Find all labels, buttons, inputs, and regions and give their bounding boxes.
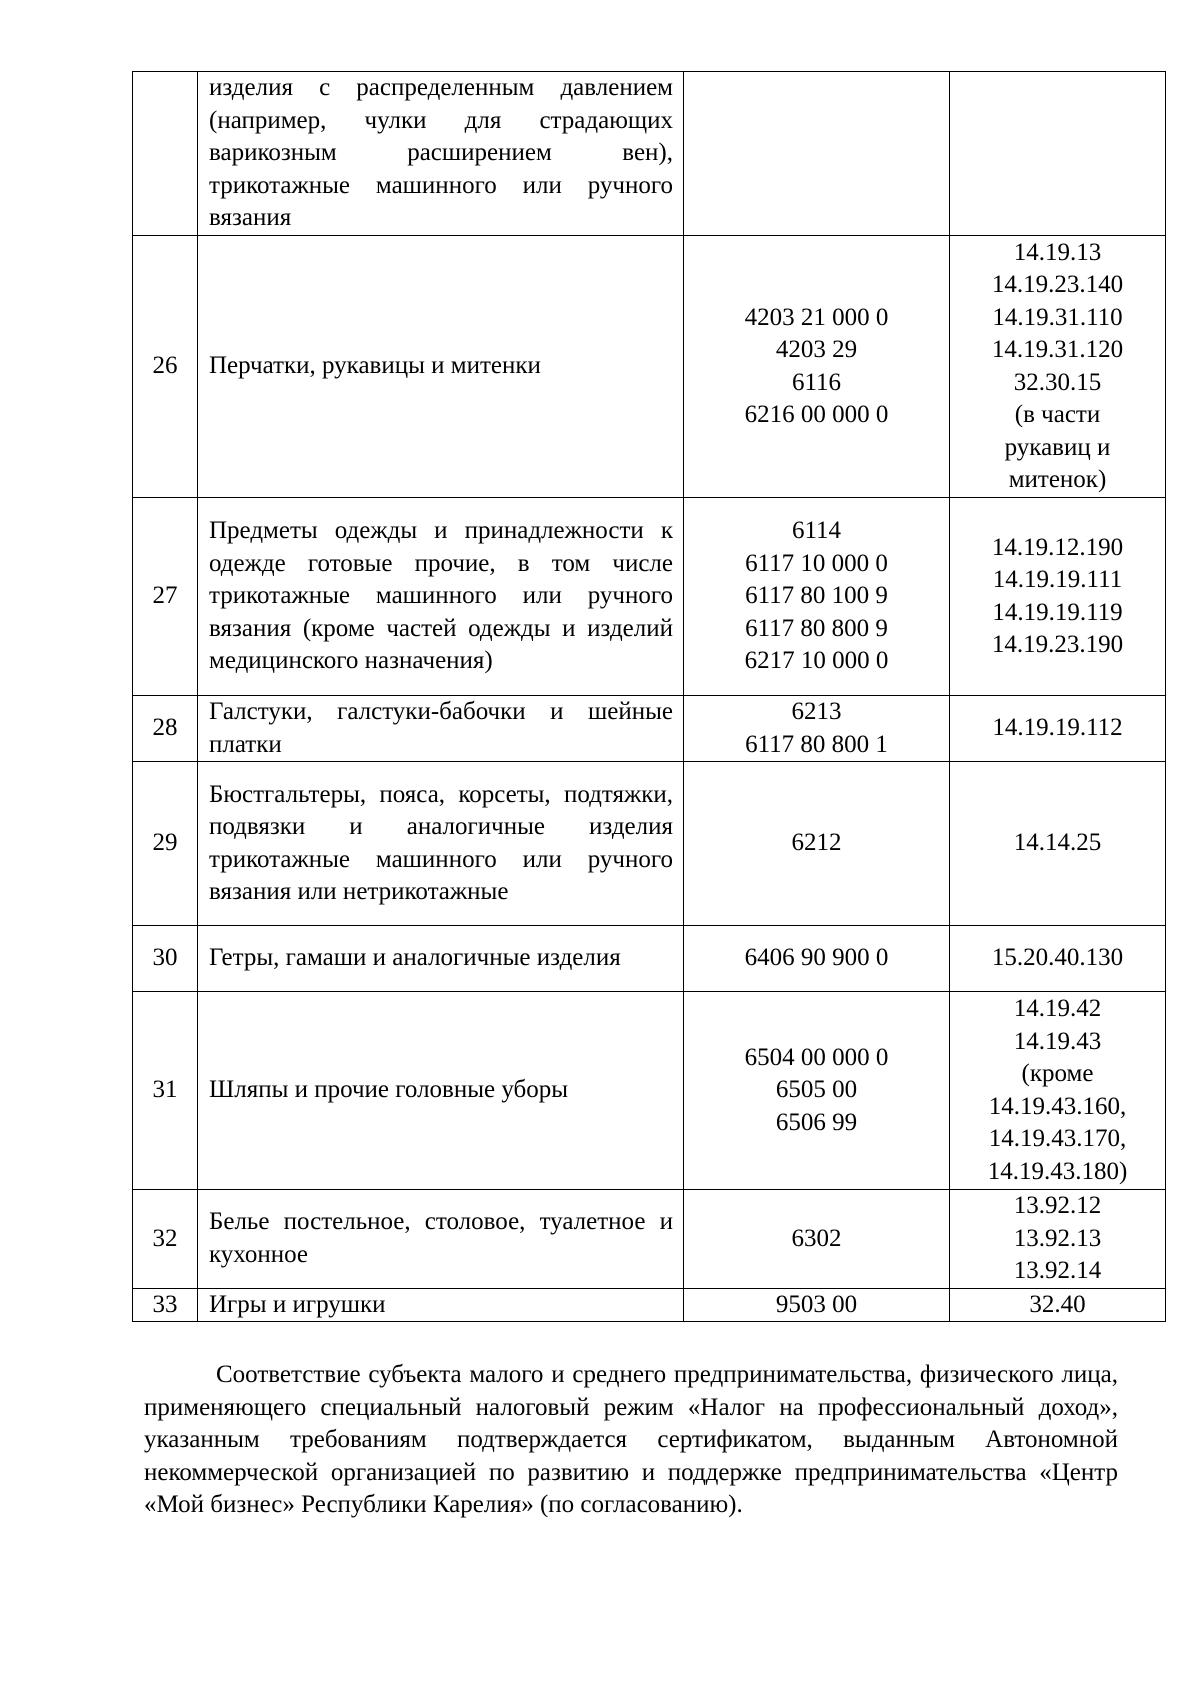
goods-table-body [133, 72, 1166, 1322]
tnved-codes [684, 236, 950, 498]
table-row [133, 1190, 1166, 1289]
table-row [133, 926, 1166, 992]
tnved-codes [684, 696, 950, 762]
okpd-code: 14.19.31.120 [991, 336, 1124, 363]
table-row [133, 1288, 1166, 1322]
okpd-code: 32.40 [1029, 1290, 1086, 1318]
row-number: 29 [133, 762, 198, 926]
okpd-code: 15.20.40.130 [991, 944, 1124, 972]
okpd-code: 14.19.19.119 [992, 598, 1123, 626]
okpd-code: 13.92.13 [1013, 1224, 1102, 1252]
product-name: Игры и игрушки [198, 1288, 684, 1322]
row-number: 30 [133, 926, 198, 992]
okpd-codes [950, 1190, 1166, 1289]
table-row [133, 498, 1166, 696]
compliance-paragraph: Соответствие субъекта малого и среднего предпринимательства, физического лица, применяющего специальный налоговый режим «Налог на профессиональный доход», указанным требованиям подтверждается сертификатом, выданным Автономной некоммерческой организацией по развитию и поддержке предпринимательства «Центр «Мой бизнес» Республики Карелия» (по согласованию). [144, 1361, 1118, 1518]
okpd-code: 14.19.43.180) [987, 1157, 1128, 1185]
tnved-code: 6504 00 000 0 [744, 1043, 889, 1071]
okpd-code: 14.19.12.190 [991, 533, 1124, 561]
okpd-code: 32.30.15 [1013, 368, 1102, 396]
row-number: 27 [133, 498, 198, 696]
product-name: Белье постельное, столовое, туалетное и кухонное [198, 1190, 684, 1289]
okpd-code: 14.19.43.170, [988, 1125, 1127, 1152]
okpd-code: митенок) [1008, 466, 1107, 493]
tnved-codes [684, 992, 950, 1190]
product-name: Галстуки, галстуки-бабочки и шейные платки [198, 696, 684, 762]
okpd-codes [950, 926, 1166, 992]
okpd-code: 14.19.13 [1013, 238, 1102, 266]
okpd-code: 14.19.42 [1013, 995, 1102, 1022]
tnved-code: 6216 00 000 0 [744, 401, 889, 428]
okpd-code: (в части [1014, 401, 1101, 428]
okpd-code: 14.19.43 [1013, 1027, 1102, 1055]
row-number [133, 72, 198, 236]
tnved-code: 9503 00 [775, 1290, 858, 1318]
product-name: Перчатки, рукавицы и митенки [198, 236, 684, 498]
okpd-code: 14.19.23.140 [991, 271, 1124, 298]
tnved-code: 6213 [791, 698, 842, 725]
tnved-codes [684, 762, 950, 926]
okpd-code: 14.19.19.111 [992, 566, 1123, 593]
okpd-code: 13.92.12 [1013, 1192, 1102, 1219]
table-row [133, 762, 1166, 926]
table-row [133, 992, 1166, 1190]
table-row [133, 236, 1166, 498]
tnved-code: 6302 [791, 1224, 842, 1252]
tnved-code: 4203 29 [775, 336, 858, 363]
tnved-codes [684, 1288, 950, 1322]
row-number: 26 [133, 236, 198, 498]
tnved-code: 6117 10 000 0 [745, 549, 888, 577]
okpd-codes [950, 498, 1166, 696]
okpd-codes [950, 992, 1166, 1190]
tnved-code: 6116 [791, 368, 842, 396]
okpd-codes [950, 762, 1166, 926]
goods-table [132, 71, 1166, 1322]
tnved-codes [684, 72, 950, 236]
table-row [133, 72, 1166, 236]
okpd-code: 14.19.43.160, [988, 1092, 1127, 1120]
tnved-codes [684, 498, 950, 696]
product-name: Бюстгальтеры, пояса, корсеты, подтяжки, подвязки и аналогичные изделия трикотажные машинного или ручного вязания или нетрикотажные [198, 762, 684, 926]
tnved-code: 6114 [791, 517, 842, 545]
row-number: 28 [133, 696, 198, 762]
okpd-code: 14.14.25 [1013, 829, 1102, 857]
okpd-codes [950, 72, 1166, 236]
okpd-code: (кроме [1021, 1060, 1094, 1087]
okpd-codes [950, 696, 1166, 762]
product-name: Предметы одежды и принадлежности к одежде готовые прочие, в том числе трикотажные машинного или ручного вязания (кроме частей одежды и изделий медицинского назначения) [198, 498, 684, 696]
tnved-code: 6117 80 800 9 [745, 614, 888, 642]
tnved-code: 6217 10 000 0 [744, 647, 889, 675]
okpd-code: 14.19.23.190 [991, 631, 1124, 658]
tnved-code: 6506 99 [775, 1108, 858, 1136]
product-name: Шляпы и прочие головные уборы [198, 992, 684, 1190]
product-name: Гетры, гамаши и аналогичные изделия [198, 926, 684, 992]
okpd-code: 14.19.31.110 [992, 303, 1123, 331]
okpd-code: рукавиц и [1004, 433, 1111, 461]
tnved-code: 6406 90 900 0 [744, 944, 889, 972]
tnved-code: 6117 80 100 9 [745, 582, 888, 610]
tnved-code: 4203 21 000 0 [744, 303, 889, 331]
okpd-codes [950, 236, 1166, 498]
row-number: 32 [133, 1190, 198, 1289]
okpd-codes [950, 1288, 1166, 1322]
tnved-codes [684, 926, 950, 992]
okpd-code: 14.19.19.112 [992, 714, 1123, 742]
tnved-code: 6505 00 [775, 1076, 858, 1104]
tnved-codes [684, 1190, 950, 1289]
table-row [133, 696, 1166, 762]
product-name: изделия с распределенным давлением (например, чулки для страдающих варикозным расширением вен), трикотажные машинного или ручного вязания [198, 72, 684, 236]
okpd-code: 13.92.14 [1013, 1257, 1102, 1284]
row-number: 31 [133, 992, 198, 1190]
row-number: 33 [133, 1288, 198, 1322]
tnved-code: 6212 [791, 829, 842, 857]
tnved-code: 6117 80 800 1 [745, 730, 888, 758]
